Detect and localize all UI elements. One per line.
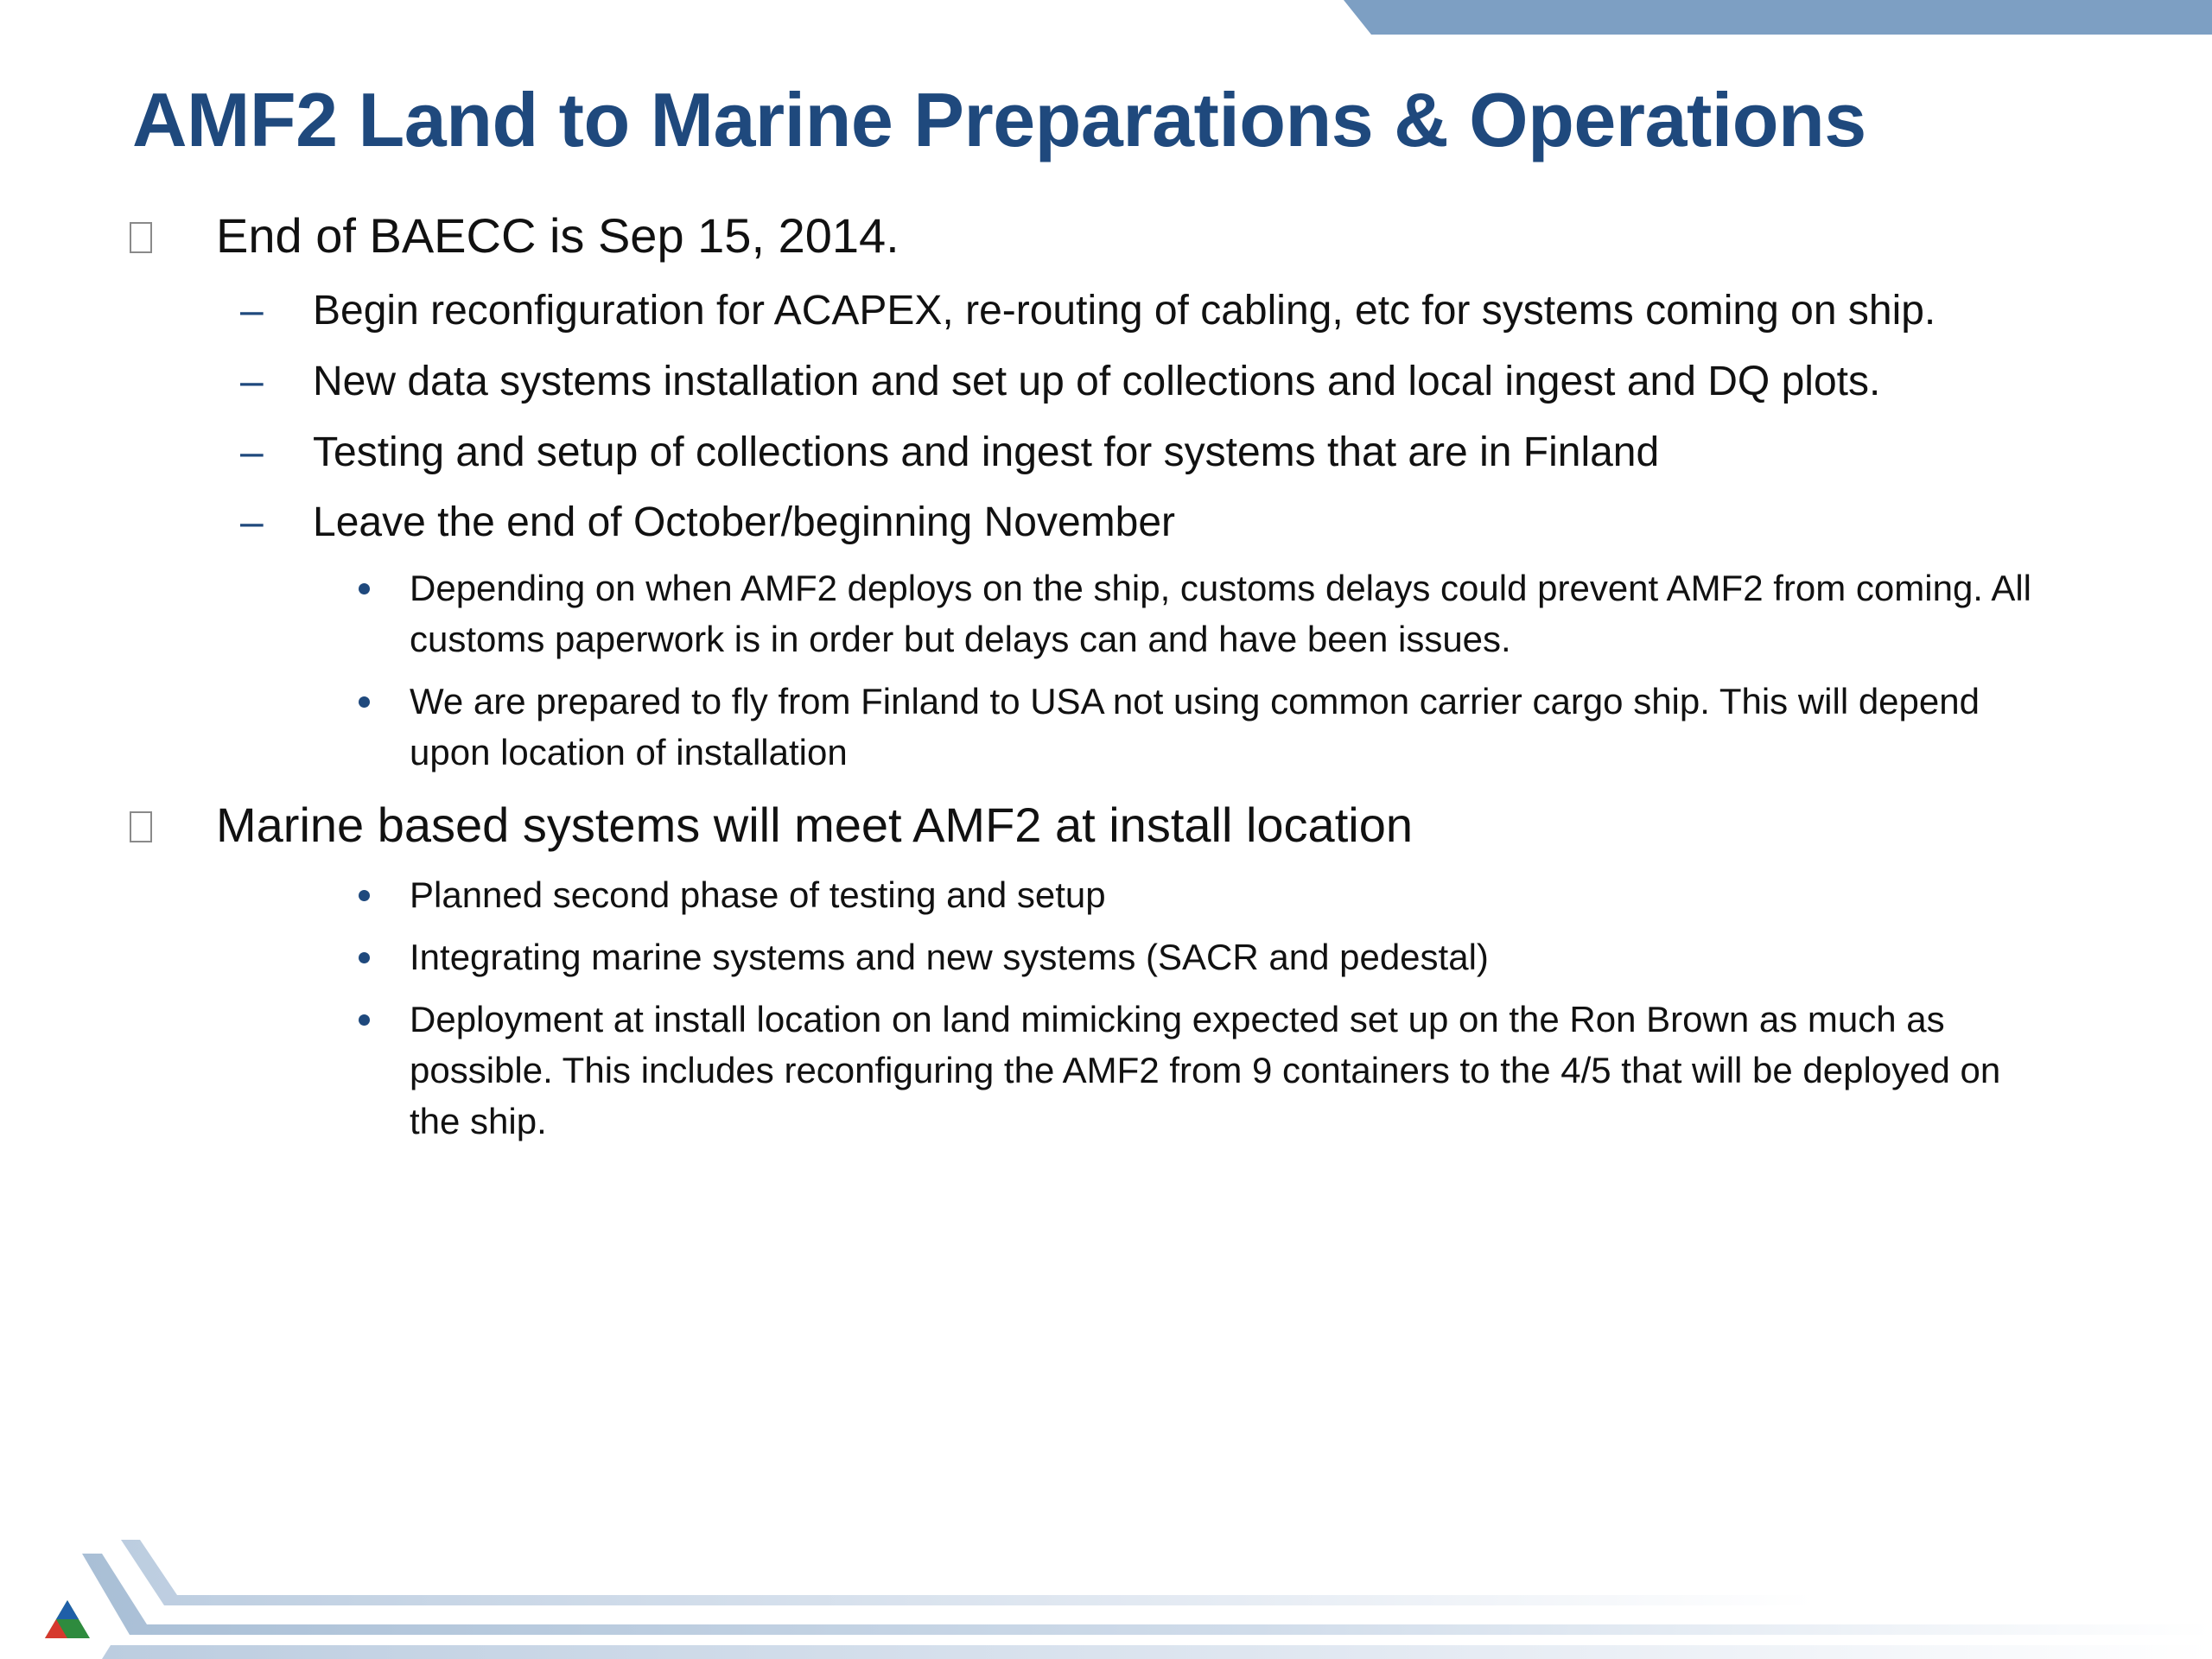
footer-swoosh [82, 1554, 2212, 1635]
dash-icon: – [240, 359, 264, 404]
dot-icon [359, 583, 370, 594]
hollow-square-icon [130, 222, 152, 253]
bullet-text: Integrating marine systems and new systems (SACR and pedestal) [410, 937, 1489, 977]
dash-icon: – [240, 288, 264, 334]
bullet-level3 [356, 994, 2050, 1147]
dot-icon [359, 696, 370, 708]
bullet-level3 [356, 563, 2050, 664]
dot-icon [359, 952, 370, 963]
footer-swoosh [121, 1540, 1815, 1605]
bullet-text: New data systems installation and set up of collections and local ingest and DQ plots. [313, 359, 1881, 404]
bullet-text: Depending on when AMF2 deploys on the ship, customs delays could prevent AMF2 from coming. All customs paperwork is in order but delays can and have been issues. [410, 568, 2031, 659]
bullet-level3 [356, 931, 2050, 982]
footer-swoosh [102, 1645, 2212, 1659]
bullet-text: Deployment at install location on land mimicking expected set up on the Ron Brown as much as possible. This includes reconfiguring the AMF2 from 9 containers to the 4/5 that will be deployed on the ship. [410, 999, 2001, 1141]
bullet-text: We are prepared to fly from Finland to USA not using common carrier cargo ship. This will depend upon location of installation [410, 681, 1980, 772]
hollow-square-icon [130, 811, 152, 842]
bullet-text: Testing and setup of collections and ingest for systems that are in Finland [313, 429, 1660, 475]
bullet-text: Begin reconfiguration for ACAPEX, re-routing of cabling, etc for systems coming on ship. [313, 288, 1936, 334]
dash-icon: – [240, 429, 264, 475]
bullet-text: End of BAECC is Sep 15, 2014. [216, 208, 899, 263]
top-accent-band [1344, 0, 2212, 35]
dash-icon: – [240, 499, 264, 545]
bullet-text: Marine based systems will meet AMF2 at install location [216, 798, 1413, 852]
bullet-text: Leave the end of October/beginning November [313, 499, 1175, 545]
footer-decoration [0, 1538, 2212, 1659]
bullet-text: Planned second phase of testing and setup [410, 874, 1106, 915]
slide-title: AMF2 Land to Marine Preparations & Operations [132, 77, 1866, 162]
dot-icon [359, 890, 370, 901]
dot-icon [359, 1014, 370, 1026]
bullet-level3 [356, 869, 2050, 920]
tri-color-triangle-logo-icon [45, 1600, 90, 1638]
bullet-level3 [356, 676, 2050, 778]
